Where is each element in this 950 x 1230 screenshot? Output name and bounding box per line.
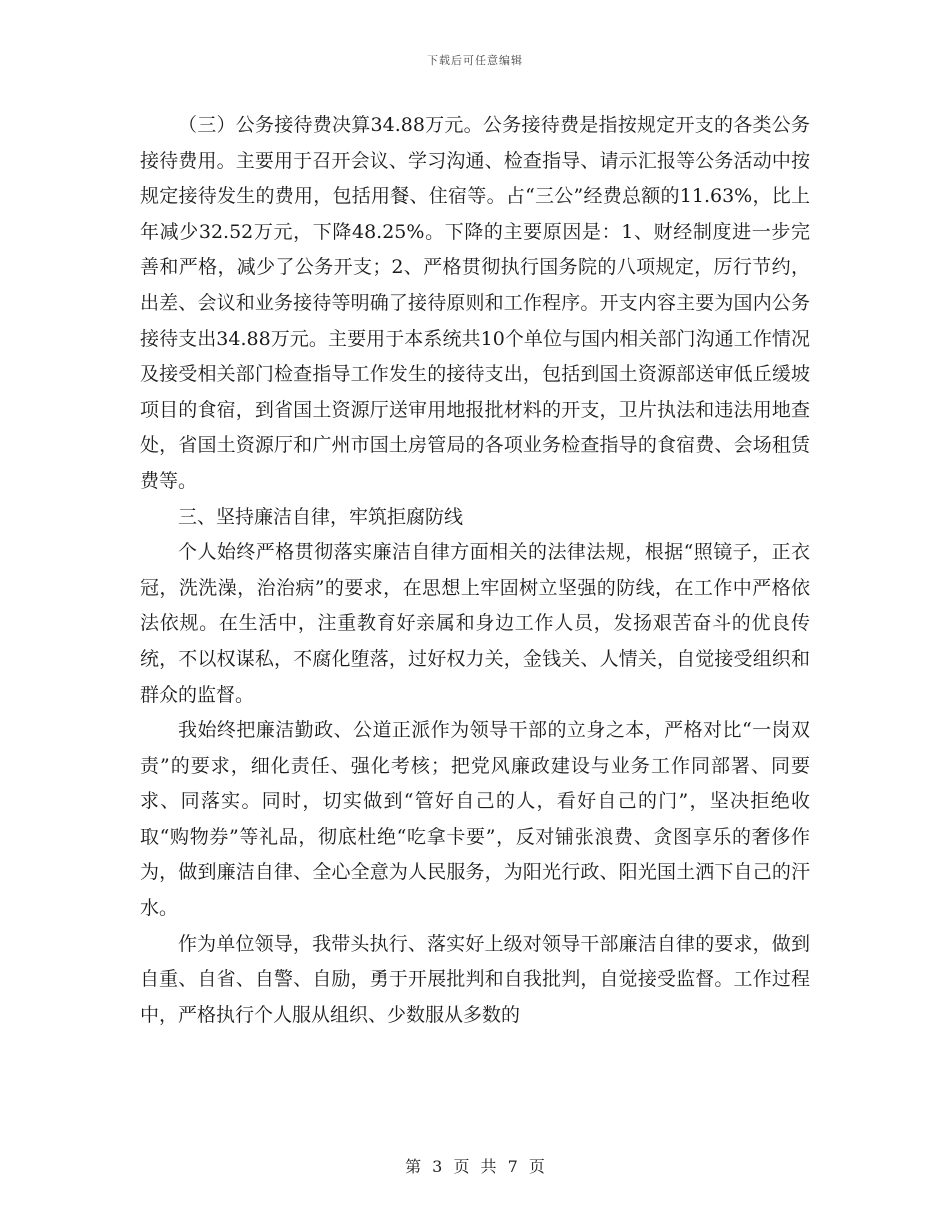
- section-heading-integrity: 三、坚持廉洁自律，牢筑拒腐防线: [178, 505, 464, 528]
- paragraph-leadership-duty: 我始终把廉洁勤政、公道正派作为领导干部的立身之本，严格对比“一岗双责”的要求，细化责任、强化考核；把党风廉政建设与业务工作同部署、同要求、同落实。同时，切实做到“管好自己的人，看好自己的门”，坚决拒绝收取“购物券”等礼品，彻底杜绝“吃拿卡要”，反对铺张浪费、贪图享乐的奢侈作为，做到廉洁自律、全心全意为人民服务，为阳光行政、阳光国土洒下自己的汗水。: [140, 719, 810, 920]
- paragraph-reception-expenses: （三）公务接待费决算34.88万元。公务接待费是指按规定开支的各类公务接待费用。主要用于召开会议、学习沟通、检查指导、请示汇报等公务活动中按规定接待发生的费用，包括用餐、住宿等。占“三公”经费总额的11.63%，比上年减少32.52万元，下降48.25%。下降的主要原因是：1、财经制度进一步完善和严格，减少了公务开支；2、严格贯彻执行国务院的八项规定，厉行节约，出差、会议和业务接待等明确了接待原则和工作程序。开支内容主要为国内公务接待支出34.88万元。主要用于本系统共10个单位与国内相关部门沟通工作情况及接受相关部门检查指导工作发生的接待支出，包括到国土资源部送审低丘缓坡项目的食宿，到省国土资源厅送审用地报批材料的开支，卫片执法和违法用地查处，省国土资源厅和广州市国土房管局的各项业务检查指导的食宿费、会场租赁费等。: [140, 114, 810, 492]
- document-body: [140, 108, 810, 1033]
- paragraph-personal-integrity: 个人始终严格贯彻落实廉洁自律方面相关的法律法规，根据“照镜子，正衣冠，洗洗澡，治治病”的要求，在思想上牢固树立坚强的防线，在工作中严格依法依规。在生活中，注重教育好亲属和身边工作人员，发扬艰苦奋斗的优良传统，不以权谋私，不腐化堕落，过好权力关，金钱关、人情关，自觉接受组织和群众的监督。: [140, 541, 810, 706]
- page-number-footer: 第 3 页 共 7 页: [405, 1157, 545, 1176]
- page-header-note: 下载后可任意编辑: [427, 54, 523, 67]
- paragraph-self-discipline: 作为单位领导，我带头执行、落实好上级对领导干部廉洁自律的要求，做到自重、自省、自警、自励，勇于开展批判和自我批判，自觉接受监督。工作过程中，严格执行个人服从组织、少数服从多数的: [140, 932, 810, 1026]
